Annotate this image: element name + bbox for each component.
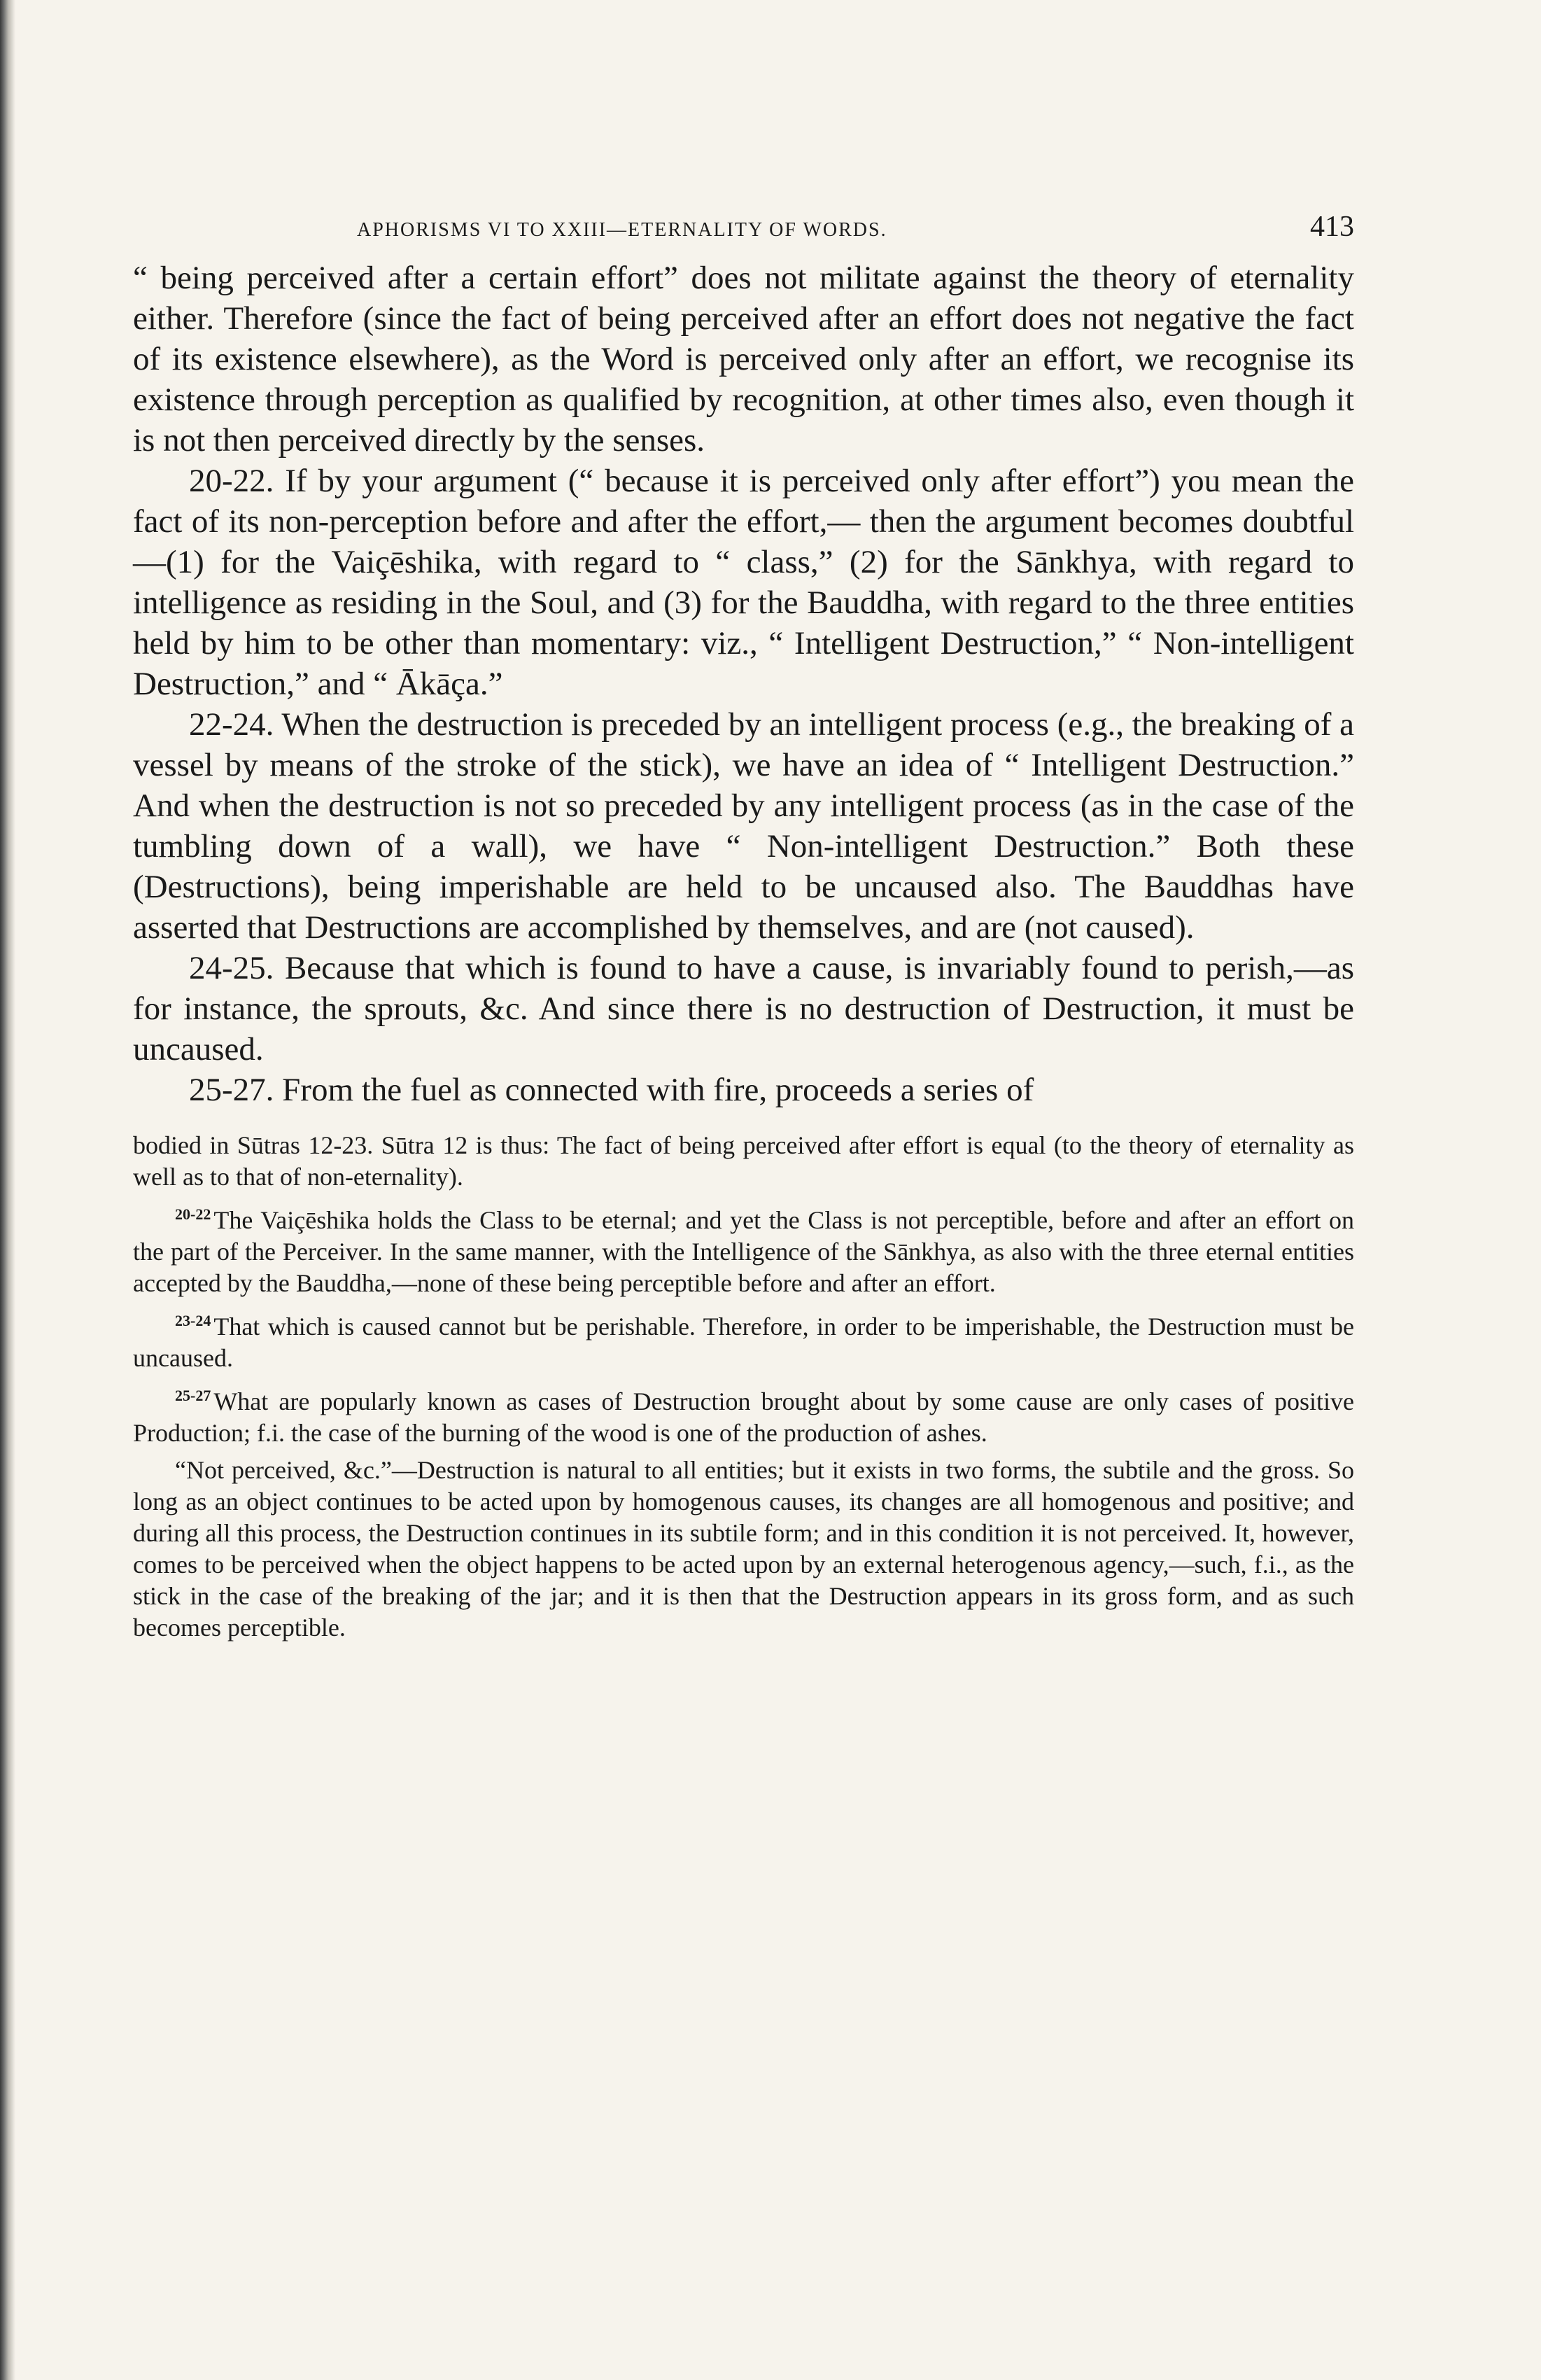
paragraph-22-24: 22-24. When the destruction is preceded by an intelligent process (e.g., the breaking of a vessel by means of the stroke of the stick), we have an idea of “ Intelligent Destruction.” And when the destruction is not so preceded by any intelligent process (as in the case of the tumbling down of a wall), we have “ Non-intelligent Destruction.” Both these (Destructions), being imperishable are held to be uncaused also. The Bauddhas have asserted that Destructions are accomplished by themselves, and are (not caused). (133, 706, 1354, 946)
paragraph-24-25: 24-25. Because that which is found to have a cause, is invariably found to perish,—as for instance, the sprouts, &c. And since there is no destruction of Destruction, it must be uncaused. (133, 950, 1354, 1068)
binding-edge (0, 0, 15, 2380)
footnote-20-22 (133, 1198, 1354, 1299)
footnote-25-27 (133, 1380, 1354, 1449)
body-text (133, 258, 1354, 1110)
footnote-marker: 23-24 (175, 1312, 211, 1329)
footnotes (133, 1130, 1354, 1644)
footnote-continued: bodied in Sūtras 12-23. Sūtra 12 is thus: The fact of being perceived after effort is equal (to the theory of eternality as well as to that of non-eternality). (133, 1131, 1354, 1191)
running-title: APHORISMS VI TO XXIII—ETERNALITY OF WORDS. (357, 219, 887, 241)
footnote-text: What are popularly known as cases of Destruction brought about by some cause are only cases of positive Production; f.i. the case of the burning of the wood is one of the production of ashes. (133, 1387, 1354, 1447)
paragraph-continued: “ being perceived after a certain effort” does not militate against the theory of eternality either. Therefore (since the fact of being perceived after an effort does not negative the fact of its existence elsewhere), as the Word is perceived only after an effort, we recognise its existence through perception as qualified by recognition, at other times also, even though it is not then perceived directly by the senses. (133, 260, 1354, 458)
footnote-text: That which is caused cannot but be perishable. Therefore, in order to be imperishable, the Destruction must be uncaused. (133, 1312, 1354, 1372)
page-number: 413 (1310, 211, 1354, 243)
running-head (133, 210, 1354, 252)
footnote-marker: 20-22 (175, 1205, 211, 1223)
paragraph-20-22: 20-22. If by your argument (“ because it is perceived only after effort”) you mean the fact of its non-perception before and after the effort,— then the argument becomes doubtful—(1) for the Vaiçēshika, with regard to “ class,” (2) for the Sānkhya, with regard to intelligence as residing in the Soul, and (3) for the Bauddha, with regard to the three entities held by him to be other than momentary: viz., “ Intelligent Destruction,” “ Non-intelligent Destruction,” and “ Ākāça.” (133, 463, 1354, 702)
footnote-23-24 (133, 1305, 1354, 1374)
footnote-marker: 25-27 (175, 1387, 211, 1404)
footnote-text: The Vaiçēshika holds the Class to be eternal; and yet the Class is not perceptible, before and after an effort on the part of the Perceiver. In the same manner, with the Intelligence of the Sānkhya, as also with the three eternal entities accepted by the Bauddha,—none of these being perceptible before and after an effort. (133, 1206, 1354, 1297)
paragraph-25-27: 25-27. From the fuel as connected with fire, proceeds a series of (189, 1072, 1034, 1108)
footnote-not-perceived: “Not perceived, &c.”—Destruction is natural to all entities; but it exists in two forms, the subtile and the gross. So long as an object continues to be acted upon by homogenous causes, its changes are all homogenous and positive; and during all this process, the Destruction continues in its subtile form; and in this condition it is not perceived. It, however, comes to be perceived when the object happens to be acted upon by an external heterogenous agency,—such, f.i., as the stick in the case of the breaking of the jar; and it is then that the Destruction appears in its gross form, and as such becomes perceptible. (133, 1456, 1354, 1642)
page (133, 210, 1354, 1649)
